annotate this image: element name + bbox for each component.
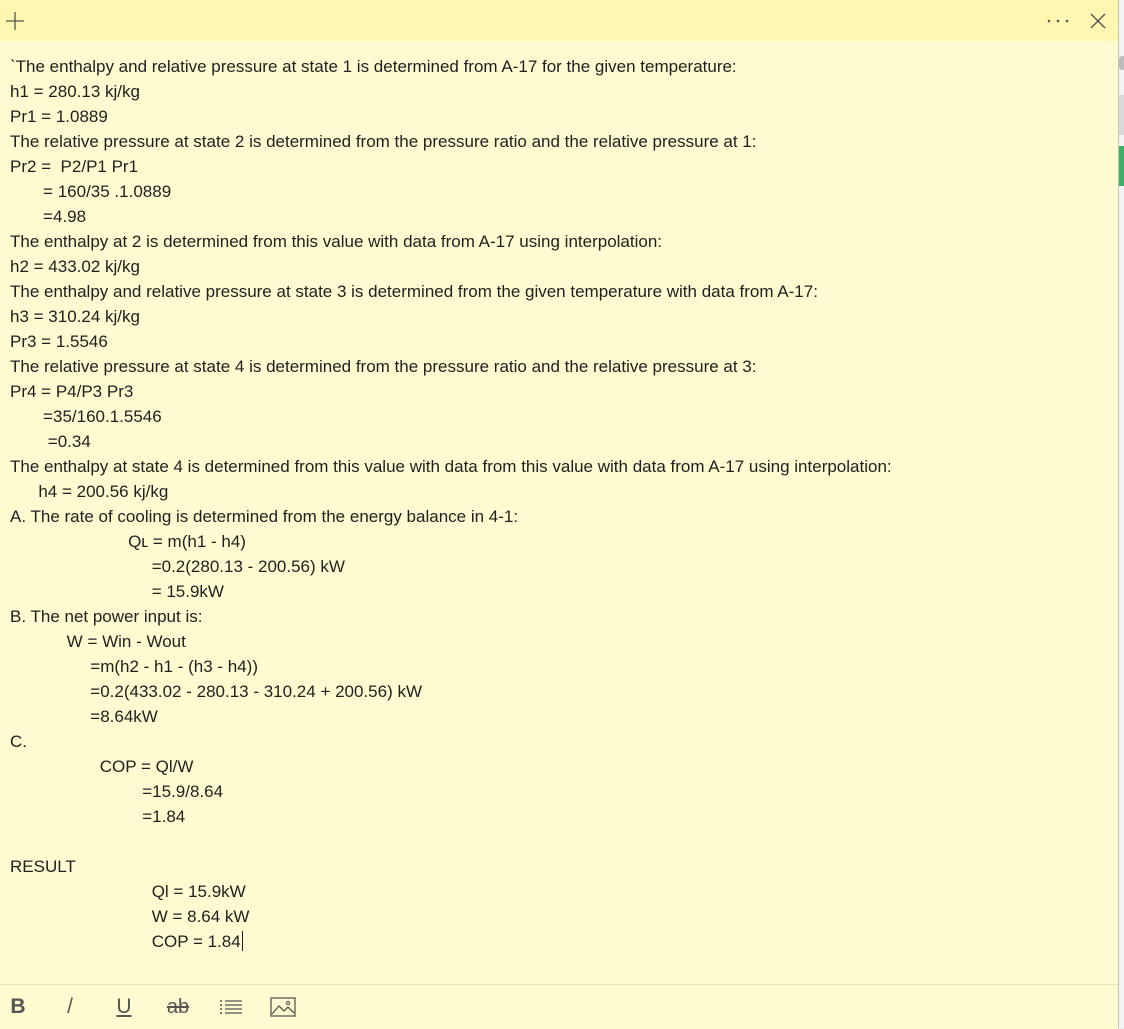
note-line: `The enthalpy and relative pressure at state 1 is determined from A-17 for the given temperature: bbox=[10, 57, 737, 76]
note-line: =4.98 bbox=[10, 207, 87, 226]
bullet-list-icon bbox=[219, 997, 243, 1017]
note-line: =35/160.1.5546 bbox=[10, 407, 162, 426]
formatting-toolbar bbox=[0, 984, 1118, 1029]
note-line: Pr2 = P2/P1 Pr1 bbox=[10, 157, 139, 176]
note-line: RESULT bbox=[10, 857, 76, 876]
more-horizontal-icon bbox=[1046, 18, 1070, 24]
close-icon bbox=[1090, 13, 1106, 29]
note-line: =15.9/8.64 bbox=[10, 782, 224, 801]
note-line: h1 = 280.13 kj/kg bbox=[10, 82, 140, 101]
background-panel-edge bbox=[1119, 95, 1124, 135]
note-line: The enthalpy at 2 is determined from this value with data from A-17 using interpolation: bbox=[10, 232, 663, 251]
note-line: =m(h2 - h1 - (h3 - h4)) bbox=[10, 657, 258, 676]
new-note-button[interactable] bbox=[0, 0, 30, 41]
note-line: h4 = 200.56 kj/kg bbox=[10, 482, 169, 501]
strikethrough-button[interactable]: ab bbox=[166, 995, 190, 1018]
note-line: h3 = 310.24 kj/kg bbox=[10, 307, 140, 326]
note-line: C. bbox=[10, 732, 27, 751]
note-line: The relative pressure at state 2 is determined from the pressure ratio and the relative pressure at 1: bbox=[10, 132, 757, 151]
note-line: =1.84 bbox=[10, 807, 186, 826]
image-icon bbox=[270, 997, 296, 1017]
background-accent-edge bbox=[1119, 146, 1124, 186]
note-line: =8.64kW bbox=[10, 707, 158, 726]
note-line: The enthalpy at state 4 is determined from this value with data from this value with data from A-17 using interpolation: bbox=[10, 457, 892, 476]
note-line: =0.34 bbox=[10, 432, 91, 451]
italic-button[interactable]: / bbox=[67, 995, 73, 1018]
note-line: = 160/35 .1.0889 bbox=[10, 182, 172, 201]
bold-button[interactable]: B bbox=[10, 995, 26, 1018]
bullet-list-button[interactable] bbox=[213, 985, 249, 1029]
note-line: =0.2(280.13 - 200.56) kW bbox=[10, 557, 345, 576]
note-text-area[interactable] bbox=[10, 54, 1106, 954]
note-line: COP = Ql/W bbox=[10, 757, 194, 776]
note-line: Pr3 = 1.5546 bbox=[10, 332, 108, 351]
insert-image-button[interactable] bbox=[265, 985, 301, 1029]
note-line: Qʟ = m(h1 - h4) bbox=[10, 532, 246, 551]
note-titlebar bbox=[0, 0, 1118, 41]
more-options-button[interactable] bbox=[1040, 0, 1076, 41]
note-line: = 15.9kW bbox=[10, 582, 224, 601]
note-line: W = Win - Wout bbox=[10, 632, 186, 651]
note-line: The relative pressure at state 4 is determined from the pressure ratio and the relative pressure at 3: bbox=[10, 357, 757, 376]
note-line: A. The rate of cooling is determined from the energy balance in 4-1: bbox=[10, 507, 519, 526]
note-line: Ql = 15.9kW bbox=[10, 882, 246, 901]
plus-icon bbox=[4, 10, 26, 32]
note-line: Pr1 = 1.0889 bbox=[10, 107, 108, 126]
note-line: B. The net power input is: bbox=[10, 607, 203, 626]
underline-button[interactable]: U bbox=[116, 995, 132, 1018]
background-scroll-marker bbox=[1119, 56, 1124, 70]
note-line: Pr4 = P4/P3 Pr3 bbox=[10, 382, 134, 401]
note-line: COP = 1.84 bbox=[10, 929, 1106, 954]
note-line: h2 = 433.02 kj/kg bbox=[10, 257, 140, 276]
note-line: =0.2(433.02 - 280.13 - 310.24 + 200.56) kW bbox=[10, 682, 423, 701]
close-note-button[interactable] bbox=[1082, 0, 1114, 41]
note-line bbox=[10, 829, 1106, 854]
note-line: The enthalpy and relative pressure at state 3 is determined from the given temperature with data from A-17: bbox=[10, 282, 818, 301]
note-line: W = 8.64 kW bbox=[10, 907, 250, 926]
